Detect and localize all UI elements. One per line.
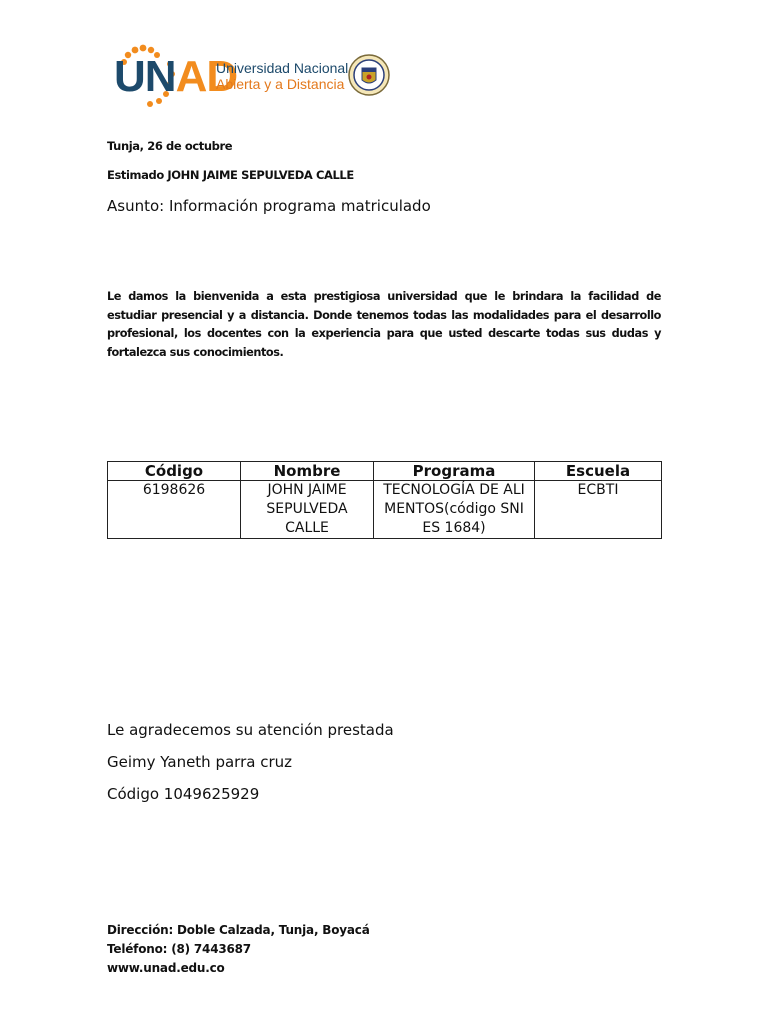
closing-signer: Geimy Yaneth parra cruz	[107, 753, 292, 771]
header-escuela: Escuela	[535, 462, 662, 481]
footer-phone: Teléfono: (8) 7443687	[107, 942, 251, 956]
table-header-row	[108, 462, 662, 481]
header-programa: Programa	[374, 462, 535, 481]
footer-website[interactable]: www.unad.edu.co	[107, 961, 225, 975]
footer-address: Dirección: Doble Calzada, Tunja, Boyacá	[107, 923, 370, 937]
unad-logo	[112, 44, 402, 110]
letter-subject: Asunto: Información programa matriculado	[107, 197, 431, 215]
cell-escuela: ECBTI	[535, 481, 662, 539]
header-nombre: Nombre	[241, 462, 374, 481]
letter-date: Tunja, 26 de octubre	[107, 139, 233, 153]
unad-wordmark: UNAD	[114, 52, 238, 101]
national-seal-icon	[348, 54, 390, 96]
letter-greeting: Estimado JOHN JAIME SEPULVEDA CALLE	[107, 168, 354, 182]
cell-programa: TECNOLOGÍA DE ALIMENTOS(código SNIES 1684)	[374, 481, 535, 539]
closing-thanks: Le agradecemos su atención prestada	[107, 721, 394, 739]
letter-body: Le damos la bienvenida a esta prestigiosa universidad que le brindara la facilidad de estudiar presencial y a distancia. Donde tenemos todas las modalidades para el desarrollo profesional, los docentes con la experiencia para que usted descarte todas sus dudas y fortalezca sus conocimientos.	[107, 290, 661, 359]
cell-nombre: JOHN JAIME SEPULVEDA CALLE	[241, 481, 374, 539]
university-name-line1: Universidad Nacional	[216, 60, 349, 76]
student-info-table	[107, 461, 662, 539]
closing-code: Código 1049625929	[107, 785, 260, 803]
university-name-line2: Abierta y a Distancia	[216, 76, 345, 92]
university-name	[216, 60, 348, 92]
table-row	[108, 481, 662, 539]
header-codigo: Código	[108, 462, 241, 481]
cell-codigo: 6198626	[108, 481, 241, 539]
